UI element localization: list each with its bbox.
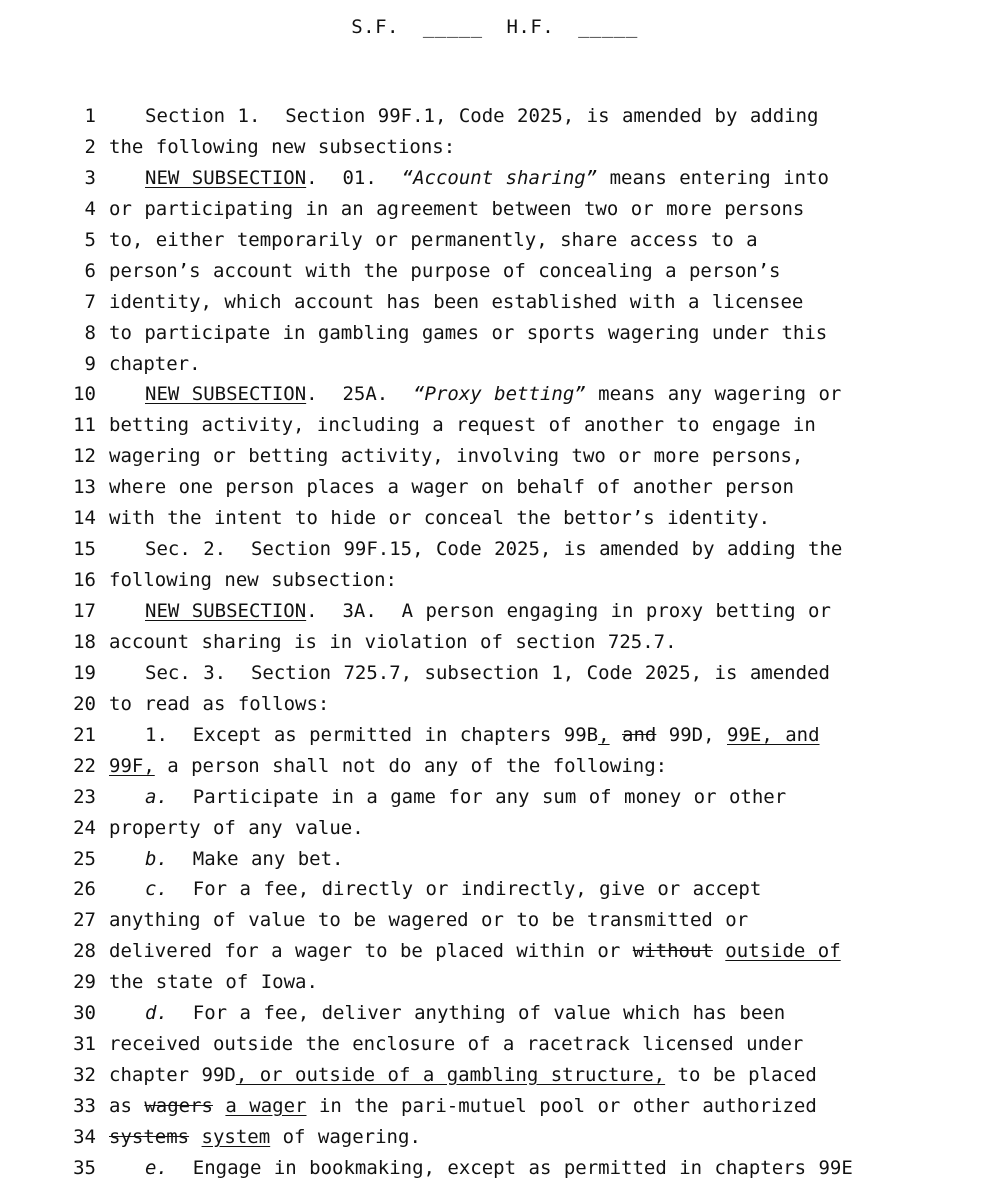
bill-line [0, 565, 989, 596]
text-run: identity, which account has been established with a licensee [109, 290, 804, 313]
bill-line [0, 225, 989, 256]
line-number: 32 [73, 1064, 96, 1087]
text-run: following new subsection: [109, 569, 397, 592]
bill-line [0, 627, 989, 658]
inserted-text: NEW SUBSECTION [145, 166, 307, 189]
italic-text: “Account sharing” [401, 166, 598, 189]
line-text [109, 751, 667, 782]
text-run: where one person places a wager on behalf of another person [109, 476, 794, 499]
line-number: 28 [73, 940, 96, 963]
line-number: 20 [73, 692, 96, 715]
italic-text: e. [145, 1156, 168, 1179]
text-run: with the intent to hide or conceal the bettor’s identity. [109, 507, 771, 530]
line-text [109, 627, 677, 658]
text-run: Section 1. Section 99F.1, Code 2025, is amended by adding [145, 105, 819, 127]
text-run: For a fee, deliver anything of value which has been [167, 1002, 786, 1025]
line-text [109, 967, 318, 998]
bill-line [0, 132, 989, 163]
struck-text: systems [109, 1125, 190, 1148]
struck-text: without [632, 940, 713, 963]
text-run: the following new subsections: [109, 135, 456, 158]
text-run: account sharing is in violation of section 725.7. [109, 630, 677, 653]
bill-line [0, 844, 989, 875]
text-run: as [109, 1095, 145, 1117]
line-text [109, 1122, 421, 1153]
inserted-text: outside of [725, 940, 841, 963]
line-number: 29 [73, 971, 96, 994]
line-number: 33 [73, 1095, 96, 1117]
line-number: 3 [84, 166, 96, 189]
line-number: 5 [84, 228, 96, 251]
line-number: 23 [73, 785, 96, 808]
bill-line [0, 751, 989, 782]
text-run: betting activity, including a request of another to engage in [109, 414, 816, 437]
line-text [109, 287, 803, 318]
line-number: 21 [73, 723, 96, 746]
line-text [145, 534, 842, 565]
text-run: to be placed [665, 1064, 817, 1087]
line-number: 27 [73, 909, 96, 932]
line-text [109, 194, 804, 225]
text-run: to read as follows: [109, 692, 330, 715]
line-number: 4 [84, 197, 96, 220]
line-number: 30 [73, 1002, 96, 1025]
bill-line [0, 349, 989, 380]
bill-line [0, 1091, 989, 1122]
line-text [109, 503, 770, 534]
bill-line [0, 1153, 989, 1184]
bill-line [0, 813, 989, 844]
line-number: 19 [73, 661, 96, 684]
text-run: . 01. [306, 166, 402, 189]
text-run: 1. Except as permitted in chapters 99B [145, 723, 599, 746]
bill-text-body [0, 101, 989, 1184]
bill-line [0, 658, 989, 689]
inserted-text: NEW SUBSECTION [145, 383, 307, 406]
bill-line [0, 472, 989, 503]
line-number: 2 [84, 135, 96, 158]
text-run: Participate in a game for any sum of money or other [167, 785, 787, 808]
bill-line [0, 379, 989, 410]
italic-text: a. [145, 785, 168, 808]
text-run: received outside the enclosure of a racetrack licensed under [109, 1033, 804, 1056]
bill-line [0, 1029, 989, 1060]
bill-line [0, 534, 989, 565]
text-run: Make any bet. [167, 847, 344, 870]
house-file-blank: _____ [578, 16, 638, 38]
line-text [109, 256, 780, 287]
text-run: means any wagering or [585, 383, 842, 406]
line-number: 11 [73, 414, 96, 437]
bill-line [0, 441, 989, 472]
line-number: 35 [73, 1156, 96, 1179]
text-run: For a fee, directly or indirectly, give or accept [167, 878, 762, 901]
line-text [109, 318, 827, 349]
inserted-text: 99F, [109, 754, 155, 777]
bill-line [0, 318, 989, 349]
line-number: 17 [73, 600, 96, 622]
bill-line [0, 596, 989, 627]
line-text [145, 596, 831, 627]
text-run: person’s account with the purpose of concealing a person’s [109, 259, 781, 282]
line-number: 26 [73, 878, 96, 901]
bill-number-header [0, 16, 989, 38]
line-text [145, 1153, 853, 1184]
senate-file-label: S.F. [351, 16, 399, 38]
line-text [109, 813, 364, 844]
line-number: 1 [84, 105, 96, 127]
bill-line [0, 689, 989, 720]
text-run [213, 1095, 225, 1117]
line-text [145, 379, 841, 410]
line-text [145, 874, 761, 905]
text-run: . 3A. A person engaging in proxy betting or [306, 600, 831, 622]
house-file-label: H.F. [506, 16, 555, 38]
bill-line [0, 874, 989, 905]
line-text [109, 1091, 817, 1122]
text-run: delivered for a wager to be placed within or [109, 940, 633, 963]
line-number: 12 [73, 445, 96, 468]
text-run: anything of value to be wagered or to be transmitted or [109, 909, 749, 932]
inserted-text: , [598, 723, 610, 746]
text-run: a person shall not do any of the following: [154, 754, 668, 777]
text-run: Engage in bookmaking, except as permitted in chapters 99E [167, 1156, 853, 1179]
line-number: 24 [73, 816, 96, 839]
line-number: 18 [73, 630, 96, 653]
line-text [109, 1029, 803, 1060]
text-run: . 25A. [306, 383, 414, 406]
line-text [109, 565, 397, 596]
line-number: 14 [73, 507, 96, 530]
bill-line [0, 720, 989, 751]
text-run: to, either temporarily or permanently, share access to a [109, 228, 758, 251]
bill-line [0, 101, 989, 132]
text-run [189, 1126, 201, 1148]
italic-text: d. [145, 1002, 168, 1025]
bill-line [0, 1122, 989, 1153]
text-run: Sec. 2. Section 99F.15, Code 2025, is amended by adding the [145, 538, 843, 561]
line-number: 31 [73, 1033, 96, 1056]
struck-text: wagers [144, 1095, 213, 1117]
inserted-text: 99E, and [727, 723, 820, 746]
line-number: 25 [73, 847, 96, 870]
inserted-text: system [201, 1125, 271, 1148]
line-number: 16 [73, 569, 96, 592]
inserted-text: , or outside of a gambling structure, [235, 1064, 666, 1087]
line-number: 9 [84, 352, 96, 375]
line-text [145, 163, 829, 194]
text-run [713, 940, 725, 962]
struck-text: and [622, 723, 657, 746]
text-run: Sec. 3. Section 725.7, subsection 1, Code 2025, is amended [145, 661, 830, 684]
line-number: 15 [73, 538, 96, 561]
line-text [109, 132, 455, 163]
line-text [145, 998, 785, 1029]
senate-file-blank: _____ [422, 16, 483, 38]
text-run: means entering into [597, 166, 829, 189]
line-text [109, 472, 794, 503]
line-number: 13 [73, 476, 96, 499]
bill-line [0, 163, 989, 194]
line-number: 6 [84, 259, 96, 282]
line-number: 22 [73, 754, 96, 777]
text-run: of wagering. [270, 1125, 421, 1148]
italic-text: b. [145, 847, 168, 870]
bill-line [0, 967, 989, 998]
bill-line [0, 936, 989, 967]
line-number: 8 [84, 321, 96, 344]
line-text [109, 410, 816, 441]
text-run: chapter 99D [109, 1064, 236, 1087]
text-run: in the pari-mutuel pool or other authorized [306, 1095, 817, 1117]
bill-line [0, 256, 989, 287]
line-text [145, 844, 343, 875]
bill-line [0, 194, 989, 225]
bill-line [0, 782, 989, 813]
line-text [145, 782, 786, 813]
bill-line [0, 905, 989, 936]
text-run: the state of Iowa. [109, 971, 318, 994]
text-run: to participate in gambling games or sports wagering under this [109, 321, 828, 344]
line-text [109, 689, 329, 720]
text-run: wagering or betting activity, involving two or more persons, [109, 445, 804, 468]
line-text [109, 349, 201, 380]
line-text [109, 441, 803, 472]
bill-line [0, 503, 989, 534]
italic-text: “Proxy betting” [413, 383, 586, 406]
line-text [109, 905, 748, 936]
text-run: or participating in an agreement between two or more persons [109, 197, 805, 220]
line-number: 10 [73, 383, 96, 406]
bill-line [0, 410, 989, 441]
line-text [145, 720, 820, 751]
bill-line [0, 1060, 989, 1091]
line-text [109, 225, 758, 256]
line-text [109, 1060, 817, 1091]
line-text [109, 936, 841, 967]
line-text [145, 658, 830, 689]
bill-line [0, 998, 989, 1029]
bill-line [0, 287, 989, 318]
italic-text: c. [145, 878, 168, 901]
text-run: 99D, [656, 723, 727, 746]
line-text [145, 101, 818, 132]
text-run [610, 724, 622, 746]
inserted-text: a wager [225, 1095, 307, 1117]
text-run: property of any value. [109, 816, 364, 839]
line-number: 34 [73, 1125, 96, 1148]
inserted-text: NEW SUBSECTION [145, 600, 307, 622]
line-number: 7 [84, 290, 96, 313]
text-run: chapter. [109, 352, 201, 375]
